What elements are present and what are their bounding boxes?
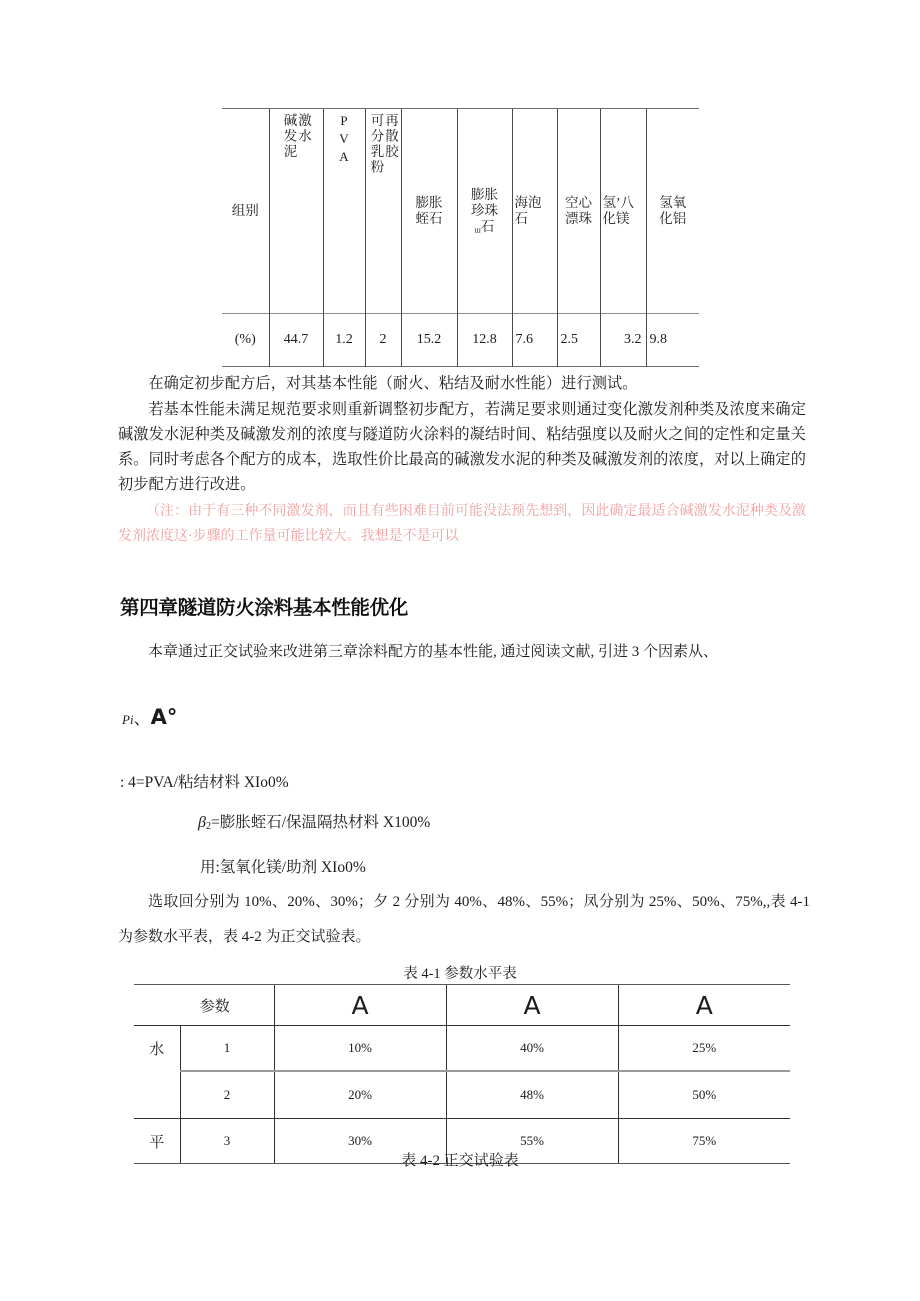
table41-side-label-shui: 水 (134, 1026, 180, 1072)
table41-side-label-ping: 平 (134, 1119, 180, 1164)
comp-header-alkali-cement (269, 109, 323, 314)
comp-header-aluminium-hydroxide (646, 109, 699, 314)
table41-cell-r2c3: 50% (618, 1071, 790, 1119)
table41-header-col-a2: A (446, 985, 618, 1026)
table41-cell-r3c1: 30% (274, 1119, 446, 1164)
table42-caption: 表 4-2 正交试验表 (401, 1153, 519, 1169)
composition-table (222, 108, 699, 367)
comp-header-alkali-cement-col1: 碱发泥 (281, 113, 297, 160)
formula-symbols-line (122, 704, 177, 729)
chapter-intro-paragraph: 本章通过正交试验来改进第三章涂料配方的基本性能, 通过阅读文献, 引进 3 个因素从、 (148, 644, 719, 660)
comp-header-float-bead-line2: 漂珠 (565, 211, 592, 226)
comp-header-expanded-vermiculite (401, 109, 457, 314)
formula-beta-expression: =膨胀蛭石/保温隔热材料 X100% (210, 814, 431, 831)
comp-header-expanded-perlite (457, 109, 512, 314)
composition-header-row (222, 109, 699, 314)
parameter-level-table (134, 984, 790, 1164)
comp-header-redispersible-powder (365, 109, 401, 314)
comp-header-alkali-cement-col2: 激水 (296, 113, 311, 144)
parameter-selection-paragraph: 选取回分别为 10%、20%、30%；夕 2 分别为 40%、48%、55%；凤分别为 25%、50%、75%,,表 4-1 为参数水平表，表 4-2 为正交试验表。 (118, 894, 810, 945)
comp-header-hollow-float-bead (557, 109, 600, 314)
comp-data-aluminium-hydroxide: 9.8 (646, 314, 699, 367)
formula-line-2 (198, 810, 430, 832)
comp-header-perlite-line2: 珍珠 (471, 203, 498, 219)
table41-header-col-a1: A (274, 985, 446, 1026)
composition-data-row (222, 314, 699, 367)
comp-header-group-label (222, 109, 269, 314)
table41-level-1: 1 (180, 1026, 274, 1072)
table41-level-2: 2 (180, 1071, 274, 1119)
comp-data-expanded-perlite: 12.8 (457, 314, 512, 367)
comp-header-al-line1: 氢氧 (659, 195, 687, 211)
table41-header-col-a3: A (618, 985, 790, 1026)
table41-cell-r3c2: 55% (446, 1119, 618, 1164)
body-paragraph-block (118, 371, 806, 549)
comp-header-redispersible-col1: 可分乳粉 (368, 113, 384, 175)
comp-header-sepiolite (512, 109, 557, 314)
formula-symbol-separator: 、 (133, 709, 151, 728)
formula-symbol-a-degree: A° (150, 705, 178, 729)
paragraph-testing: 在确定初步配方后，对其基本性能（耐火、粘结及耐水性能）进行测试。 (148, 375, 638, 392)
table41-row-level-2 (134, 1071, 790, 1119)
table41-cell-r1c2: 40% (446, 1026, 618, 1072)
comp-header-vermiculite-line1: 膨胀 (415, 195, 443, 211)
table41-row-level-1 (134, 1026, 790, 1072)
comp-data-alkali-cement: 44.7 (269, 314, 323, 367)
comp-data-magnesium-hydroxide: 3.2 (600, 314, 646, 367)
formula-symbol-pi: Pi (122, 712, 134, 727)
table41-cell-r2c1: 20% (274, 1071, 446, 1119)
comp-header-sepiolite-line2: 石 (514, 211, 528, 226)
table41-header-row (134, 985, 790, 1026)
table41-cell-r2c2: 48% (446, 1071, 618, 1119)
comp-header-redispersible-col2: 再散胶 (383, 113, 398, 160)
paragraph-red-note: （注：由于有三种不同激发剂，而且有些困难目前可能没法预先想到，因此确定最适合碱激发水泥种类及激发剂浓度这·步骤的工作量可能比较大。我想是不是可以 (118, 504, 806, 544)
comp-header-float-bead-line1: 空心 (565, 195, 592, 211)
table41-cell-r3c3: 75% (618, 1119, 790, 1164)
comp-data-expanded-vermiculite: 15.2 (401, 314, 457, 367)
comp-header-mg-line1: 氢’八 (602, 195, 634, 211)
table41-corner-label: 参数 (134, 985, 274, 1026)
comp-header-pva-text: PVA (336, 113, 352, 167)
comp-header-perlite-line3: ш石 (474, 218, 495, 235)
comp-data-sepiolite: 7.6 (512, 314, 557, 367)
comp-header-sepiolite-line1: 海泡 (514, 195, 542, 211)
table41-cell-r1c3: 25% (618, 1026, 790, 1072)
comp-header-mg-line2: 化镁 (602, 211, 630, 226)
table41-caption: 表 4-1 参数水平表 (403, 966, 517, 982)
comp-header-magnesium-hydroxide (600, 109, 646, 314)
comp-header-al-line2: 化铝 (659, 211, 687, 226)
comp-header-pva (323, 109, 365, 314)
formula-beta-subscript: 2 (205, 821, 211, 832)
paragraph-optimization: 若基本性能未满足规范要求则重新调整初步配方，若满足要求则通过变化激发剂种类及浓度来确定碱激发水泥种类及碱激发剂的浓度与隧道防火涂料的凝结时间、粘结强度以及耐火之间的定性和定量关系。同时考虑各个配方的成本，选取性价比最高的碱激发水泥的种类及碱激发剂的浓度，对以上确定的初步配方进行改进。 (118, 401, 806, 493)
table41-level-3: 3 (180, 1119, 274, 1164)
formula-line-1: : 4=PVA/粘结材料 XIo0% (120, 774, 289, 791)
comp-header-vermiculite-line2: 蛭石 (415, 211, 443, 226)
comp-data-hollow-float-bead: 2.5 (557, 314, 600, 367)
comp-group-label-text: 组别 (231, 203, 259, 219)
table41-cell-r1c1: 10% (274, 1026, 446, 1072)
comp-data-redispersible-powder: 2 (365, 314, 401, 367)
formula-line-3: 用:氢氧化镁/助剂 XIo0% (200, 859, 366, 876)
formula-beta-symbol: β (198, 814, 206, 831)
comp-header-perlite-line1: 膨胀 (471, 187, 498, 203)
chapter-heading: 第四章隧道防火涂料基本性能优化 (120, 596, 409, 619)
composition-table-bottom-rule (222, 367, 699, 368)
comp-data-pva: 1.2 (323, 314, 365, 367)
comp-data-unit-label: (%) (222, 314, 269, 367)
table41-side-spacer (134, 1071, 180, 1119)
